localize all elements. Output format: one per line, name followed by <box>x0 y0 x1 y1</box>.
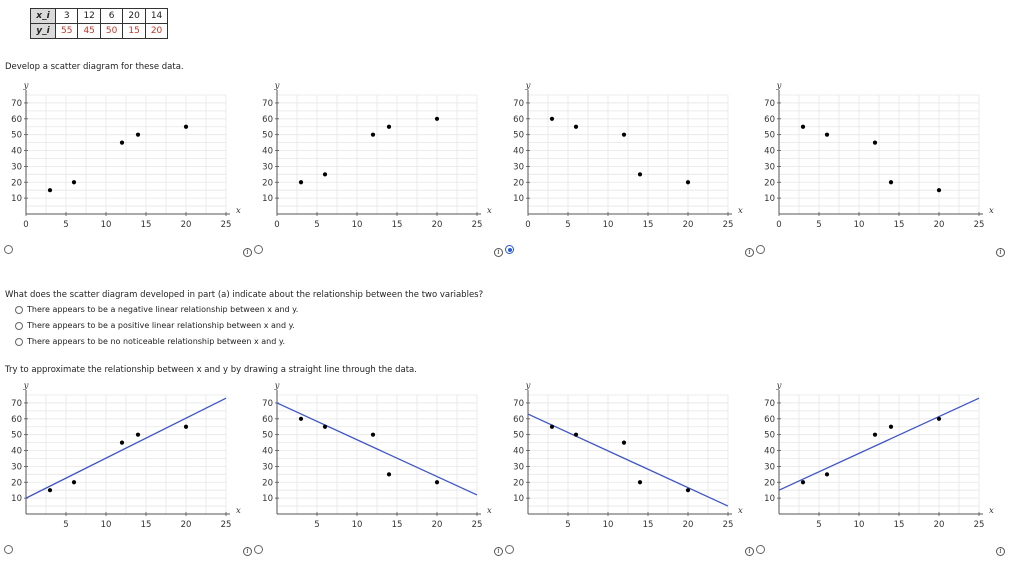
data-point <box>371 433 375 437</box>
data-point <box>387 472 391 476</box>
option-a1-radio[interactable] <box>4 245 13 254</box>
y-tick-label: 20 <box>513 478 524 489</box>
y-tick-label: 30 <box>262 462 273 473</box>
y-cell: 50 <box>100 24 122 39</box>
info-icon[interactable]: i <box>243 248 252 257</box>
y-tick-label: 20 <box>764 178 775 189</box>
data-point <box>72 180 76 184</box>
option-a2-radio[interactable] <box>254 245 263 254</box>
y-tick-label: 50 <box>764 430 775 441</box>
x-tick-label: 10 <box>853 220 865 230</box>
x-tick-label: 5 <box>816 220 822 230</box>
x-tick-label: 20 <box>431 520 443 530</box>
data-point <box>136 433 140 437</box>
x-tick-label: 15 <box>140 520 152 530</box>
x-cell: 3 <box>56 9 78 24</box>
x-tick-label: 15 <box>893 220 905 230</box>
data-point <box>937 417 941 421</box>
option-b1-radio[interactable] <box>15 306 23 314</box>
y-tick-label: 10 <box>11 494 22 505</box>
x-tick-label: 20 <box>682 220 694 230</box>
x-tick-label: 0 <box>274 220 280 230</box>
data-point <box>435 117 439 121</box>
option-b2-label: There appears to be a positive linear relationship between x and y. <box>27 321 295 330</box>
x-axis-label: x <box>236 206 241 216</box>
x-tick-label: 5 <box>565 220 571 230</box>
y-axis-label: y <box>776 81 782 91</box>
data-point <box>387 125 391 129</box>
data-point <box>638 172 642 176</box>
data-point <box>48 188 52 192</box>
y-tick-label: 20 <box>262 478 273 489</box>
y-cell: 15 <box>123 24 145 39</box>
y-tick-label: 30 <box>11 162 22 173</box>
part-c-prompt: Try to approximate the relationship between x and y by drawing a straight line through the data. <box>5 365 417 375</box>
data-point <box>323 172 327 176</box>
y-tick-label: 40 <box>11 446 22 457</box>
y-tick-label: 30 <box>513 162 524 173</box>
x-tick-label: 10 <box>351 520 363 530</box>
scatter-chart-a2 <box>251 80 501 230</box>
option-c4-radio[interactable] <box>756 545 765 554</box>
y-cell: 55 <box>56 24 78 39</box>
x-tick-label: 5 <box>63 220 69 230</box>
x-tick-label: 10 <box>351 220 363 230</box>
x-tick-label: 15 <box>642 220 654 230</box>
data-point <box>48 488 52 492</box>
data-point <box>638 480 642 484</box>
y-tick-label: 10 <box>764 494 775 505</box>
data-point <box>550 425 554 429</box>
data-point <box>299 417 303 421</box>
y-tick-label: 40 <box>11 146 22 157</box>
y-tick-label: 70 <box>513 398 524 409</box>
data-point <box>550 117 554 121</box>
x-tick-label: 10 <box>100 220 112 230</box>
x-axis-label: x <box>487 206 492 216</box>
data-point <box>686 180 690 184</box>
x-axis-label: x <box>989 206 994 216</box>
y-cell: 20 <box>145 24 167 39</box>
option-a4-radio[interactable] <box>756 245 765 254</box>
y-tick-label: 50 <box>262 130 273 141</box>
y-tick-label: 70 <box>11 398 22 409</box>
x-cell: 20 <box>123 9 145 24</box>
y-tick-label: 70 <box>764 98 775 109</box>
x-tick-label: 5 <box>565 520 571 530</box>
x-cell: 6 <box>100 9 122 24</box>
data-point <box>184 125 188 129</box>
x-tick-label: 5 <box>314 520 320 530</box>
x-tick-label: 15 <box>893 520 905 530</box>
y-tick-label: 30 <box>262 162 273 173</box>
y-tick-label: 10 <box>11 194 22 205</box>
y-tick-label: 70 <box>513 98 524 109</box>
y-tick-label: 30 <box>764 462 775 473</box>
y-axis-label: y <box>525 81 531 91</box>
data-point <box>873 141 877 145</box>
info-icon[interactable]: i <box>494 248 503 257</box>
y-tick-label: 60 <box>11 114 22 125</box>
x-tick-label: 25 <box>220 520 232 530</box>
y-tick-label: 60 <box>764 114 775 125</box>
x-tick-label: 25 <box>722 220 734 230</box>
data-point <box>873 433 877 437</box>
scatter-chart-a3 <box>502 80 752 230</box>
y-tick-label: 20 <box>764 478 775 489</box>
option-b1-label: There appears to be a negative linear relationship between x and y. <box>27 305 299 314</box>
y-tick-label: 60 <box>513 114 524 125</box>
x-tick-label: 0 <box>776 220 782 230</box>
x-tick-label: 25 <box>471 220 483 230</box>
y-tick-label: 40 <box>764 446 775 457</box>
y-axis-label: y <box>274 381 280 391</box>
x-tick-label: 20 <box>933 520 945 530</box>
option-b1[interactable] <box>15 305 298 314</box>
data-point <box>801 125 805 129</box>
x-row <box>31 9 168 24</box>
scatter-chart-a4 <box>753 80 1003 230</box>
x-cell: 12 <box>78 9 100 24</box>
line-fit-chart-c4 <box>753 380 1003 530</box>
y-row <box>31 24 168 39</box>
y-tick-label: 40 <box>764 146 775 157</box>
line-fit-chart-c2 <box>251 380 501 530</box>
y-header: y_i <box>31 24 56 39</box>
option-c1-radio[interactable] <box>4 545 13 554</box>
option-a3-radio-selected[interactable] <box>505 245 514 254</box>
y-tick-label: 40 <box>262 446 273 457</box>
data-point <box>371 133 375 137</box>
y-tick-label: 60 <box>513 414 524 425</box>
data-point <box>574 433 578 437</box>
y-tick-label: 60 <box>764 414 775 425</box>
x-tick-label: 0 <box>23 220 29 230</box>
y-tick-label: 30 <box>11 462 22 473</box>
x-axis-label: x <box>236 506 241 516</box>
data-point <box>136 133 140 137</box>
x-tick-label: 20 <box>933 220 945 230</box>
data-point <box>72 480 76 484</box>
option-b3-label: There appears to be no noticeable relationship between x and y. <box>27 337 285 346</box>
y-tick-label: 70 <box>262 398 273 409</box>
y-tick-label: 60 <box>11 414 22 425</box>
y-tick-label: 10 <box>262 194 273 205</box>
x-tick-label: 25 <box>722 520 734 530</box>
data-point <box>937 188 941 192</box>
x-tick-label: 10 <box>100 520 112 530</box>
data-point <box>825 472 829 476</box>
data-point <box>889 180 893 184</box>
y-tick-label: 50 <box>513 430 524 441</box>
data-table <box>30 8 168 39</box>
y-tick-label: 20 <box>513 178 524 189</box>
part-b-question: What does the scatter diagram developed in part (a) indicate about the relationship between the two variables? <box>5 290 484 300</box>
y-axis-label: y <box>23 81 29 91</box>
x-axis-label: x <box>738 506 743 516</box>
x-tick-label: 20 <box>180 220 192 230</box>
scatter-chart-a1 <box>0 80 250 230</box>
info-icon[interactable]: i <box>996 547 1005 556</box>
data-point <box>825 133 829 137</box>
y-cell: 45 <box>78 24 100 39</box>
y-axis-label: y <box>525 381 531 391</box>
data-point <box>622 133 626 137</box>
option-b2-radio[interactable] <box>15 322 23 330</box>
line-fit-chart-c3 <box>502 380 752 530</box>
x-axis-label: x <box>487 506 492 516</box>
option-c3-radio[interactable] <box>505 545 514 554</box>
y-tick-label: 30 <box>764 162 775 173</box>
info-icon[interactable]: i <box>745 248 754 257</box>
y-tick-label: 70 <box>11 98 22 109</box>
y-axis-label: y <box>274 81 280 91</box>
info-icon[interactable]: i <box>243 547 252 556</box>
x-tick-label: 25 <box>471 520 483 530</box>
line-fit-chart-c1 <box>0 380 250 530</box>
y-tick-label: 20 <box>11 478 22 489</box>
x-tick-label: 10 <box>853 520 865 530</box>
y-axis-label: y <box>776 381 782 391</box>
option-b3[interactable] <box>15 337 285 346</box>
info-icon[interactable]: i <box>745 547 754 556</box>
option-b3-radio[interactable] <box>15 338 23 346</box>
y-tick-label: 40 <box>262 146 273 157</box>
y-tick-label: 50 <box>11 430 22 441</box>
y-tick-label: 50 <box>513 130 524 141</box>
info-icon[interactable]: i <box>494 547 503 556</box>
data-point <box>120 141 124 145</box>
data-point <box>889 425 893 429</box>
data-point <box>574 125 578 129</box>
x-tick-label: 25 <box>220 220 232 230</box>
data-point <box>622 441 626 445</box>
data-point <box>184 425 188 429</box>
x-tick-label: 0 <box>525 220 531 230</box>
y-tick-label: 30 <box>513 462 524 473</box>
x-axis-label: x <box>738 206 743 216</box>
x-tick-label: 15 <box>391 220 403 230</box>
x-header: x_i <box>31 9 56 24</box>
data-point <box>323 425 327 429</box>
y-tick-label: 10 <box>513 494 524 505</box>
y-tick-label: 60 <box>262 414 273 425</box>
data-point <box>801 480 805 484</box>
y-tick-label: 50 <box>764 130 775 141</box>
y-tick-label: 50 <box>262 430 273 441</box>
y-tick-label: 40 <box>513 446 524 457</box>
y-tick-label: 10 <box>764 194 775 205</box>
x-axis-label: x <box>989 506 994 516</box>
data-point <box>686 488 690 492</box>
x-tick-label: 5 <box>314 220 320 230</box>
x-tick-label: 15 <box>140 220 152 230</box>
data-point <box>299 180 303 184</box>
data-point <box>435 480 439 484</box>
info-icon[interactable]: i <box>996 248 1005 257</box>
x-tick-label: 25 <box>973 520 985 530</box>
x-tick-label: 15 <box>391 520 403 530</box>
data-point <box>120 441 124 445</box>
x-tick-label: 25 <box>973 220 985 230</box>
option-c2-radio[interactable] <box>254 545 263 554</box>
y-tick-label: 20 <box>262 178 273 189</box>
y-tick-label: 40 <box>513 146 524 157</box>
x-tick-label: 10 <box>602 520 614 530</box>
x-cell: 14 <box>145 9 167 24</box>
y-tick-label: 70 <box>764 398 775 409</box>
y-axis-label: y <box>23 381 29 391</box>
x-tick-label: 5 <box>63 520 69 530</box>
y-tick-label: 10 <box>513 194 524 205</box>
x-tick-label: 10 <box>602 220 614 230</box>
x-tick-label: 20 <box>180 520 192 530</box>
part-a-prompt: Develop a scatter diagram for these data. <box>5 62 184 72</box>
y-tick-label: 10 <box>262 494 273 505</box>
y-tick-label: 70 <box>262 98 273 109</box>
option-b2[interactable] <box>15 321 295 330</box>
x-tick-label: 5 <box>816 520 822 530</box>
y-tick-label: 50 <box>11 130 22 141</box>
x-tick-label: 20 <box>682 520 694 530</box>
y-tick-label: 60 <box>262 114 273 125</box>
x-tick-label: 15 <box>642 520 654 530</box>
x-tick-label: 20 <box>431 220 443 230</box>
y-tick-label: 20 <box>11 178 22 189</box>
